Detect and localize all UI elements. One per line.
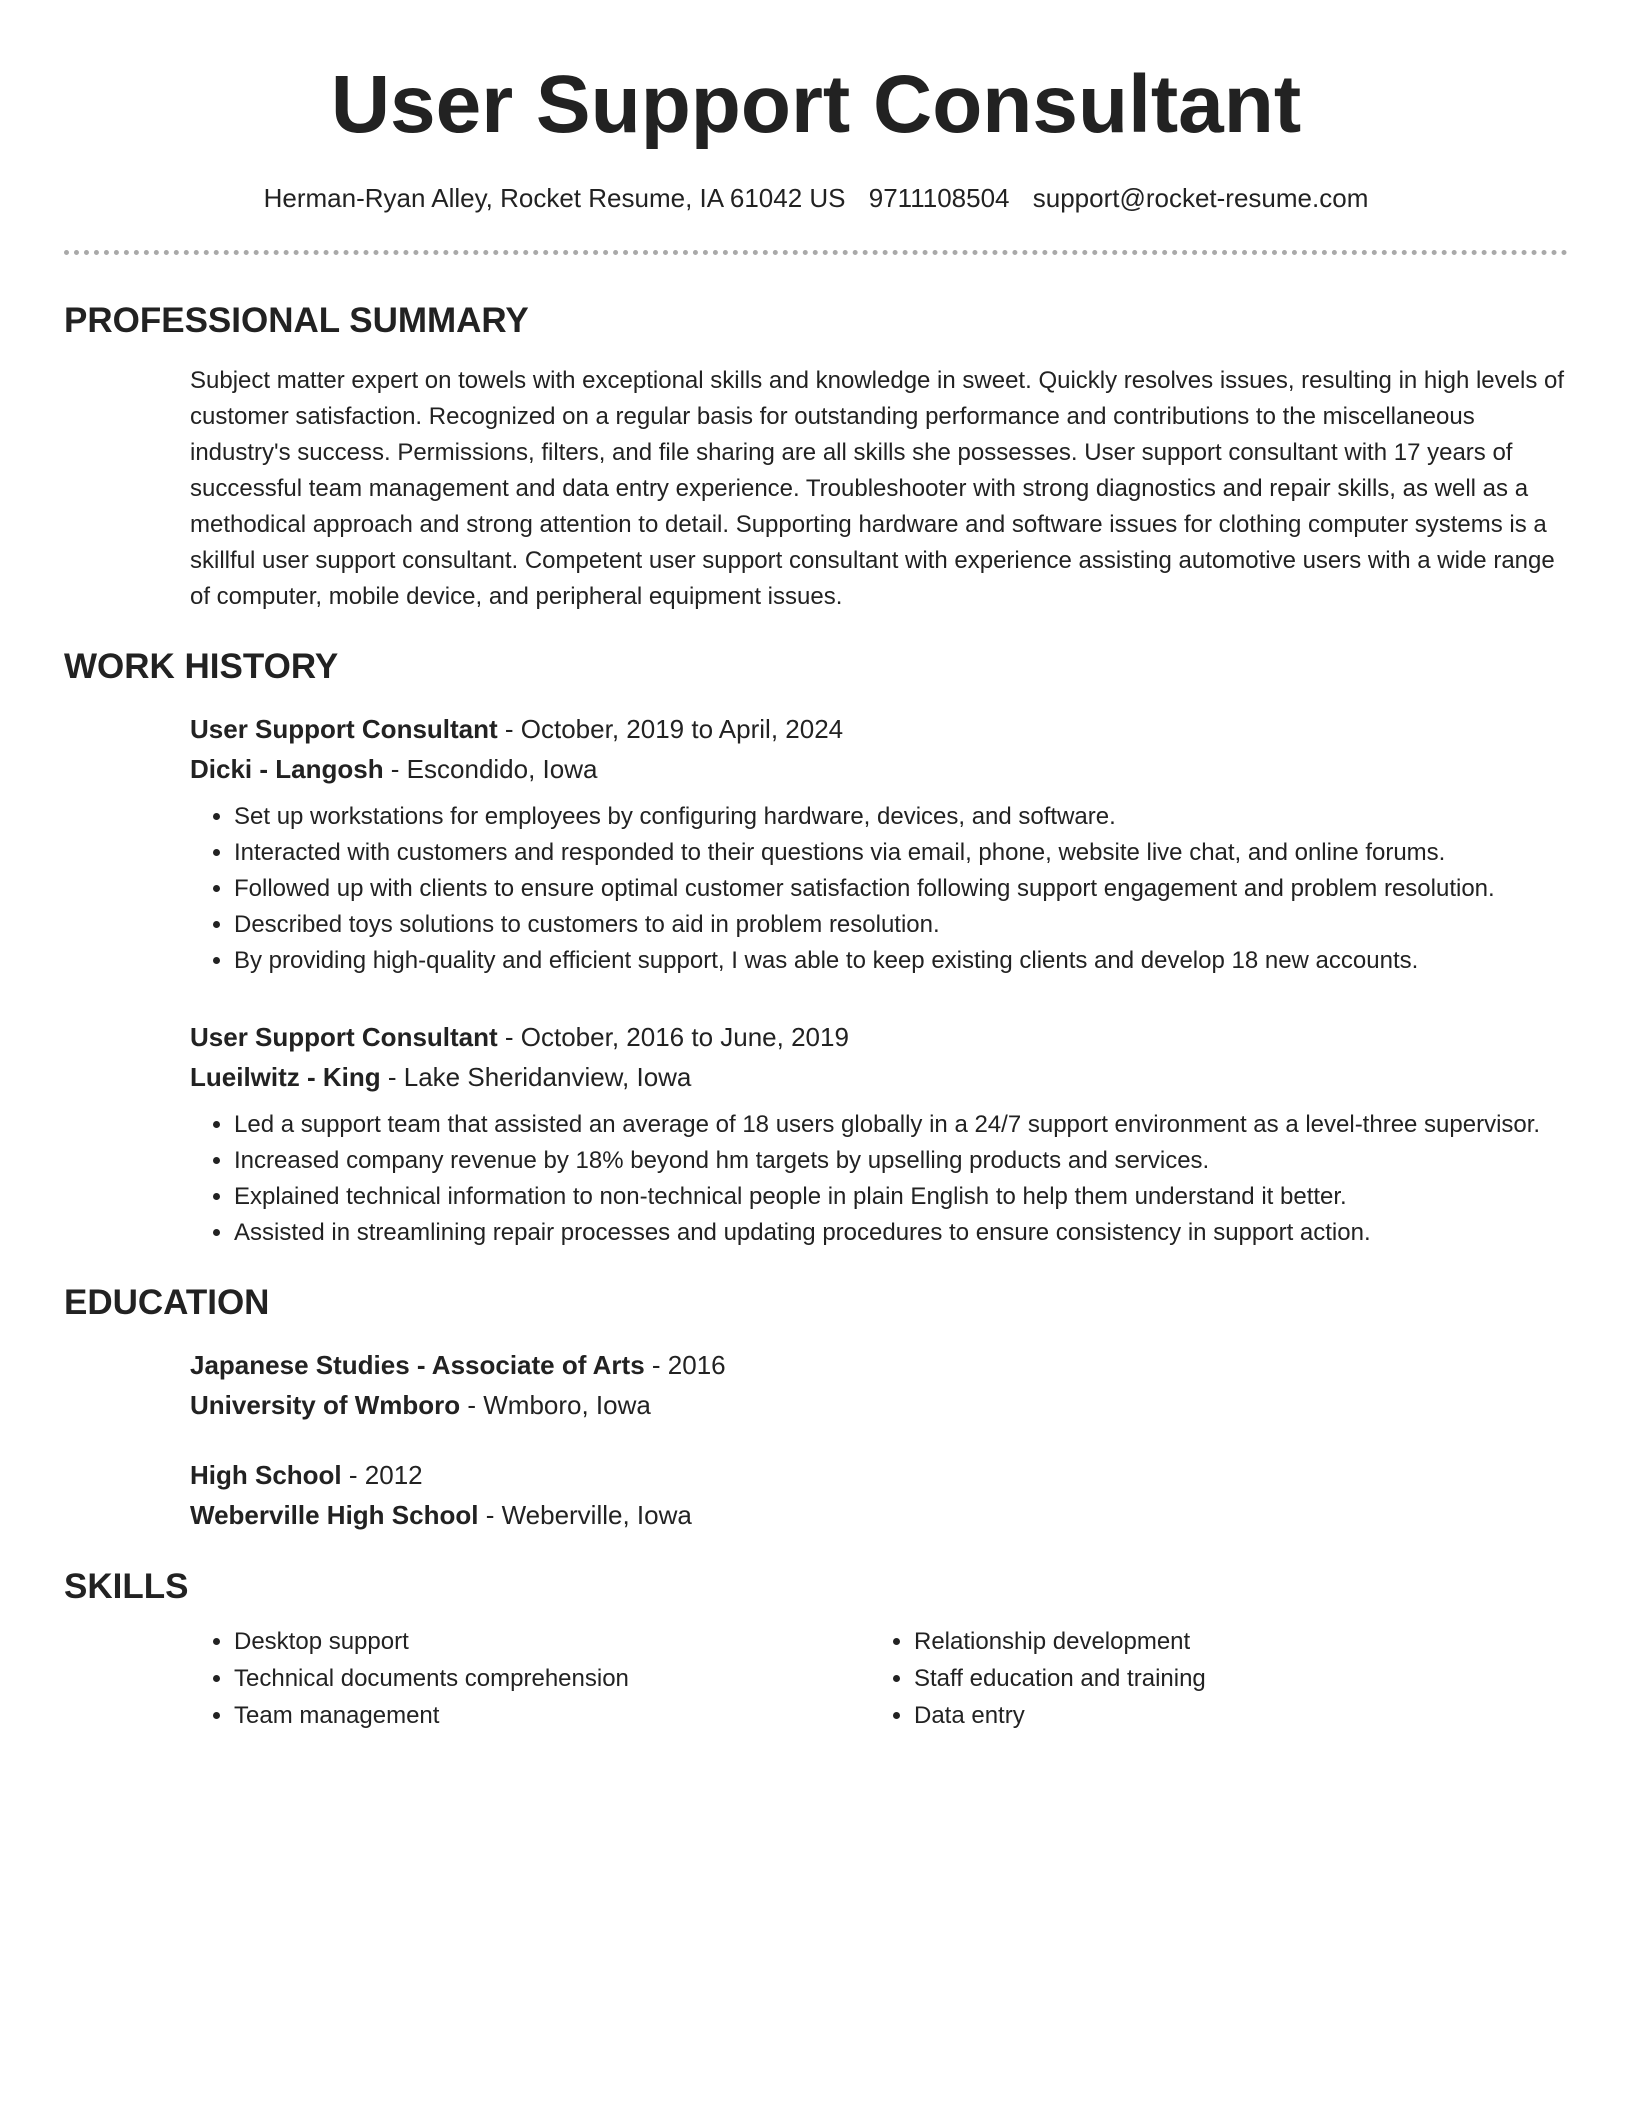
skill-item: • Staff education and training bbox=[914, 1660, 1550, 1697]
education-entry bbox=[190, 1345, 1568, 1425]
degree-name: High School bbox=[190, 1460, 342, 1490]
job-role: User Support Consultant bbox=[190, 714, 498, 744]
job-bullet: • Interacted with customers and responded to their questions via email, phone, website live chat, and online forums. bbox=[234, 835, 1568, 871]
job-company-line bbox=[190, 749, 1568, 789]
contact-address: Herman-Ryan Alley, Rocket Resume, IA 61042 US bbox=[263, 183, 846, 213]
job-company: Lueilwitz - King bbox=[190, 1062, 381, 1092]
contact-line bbox=[64, 180, 1568, 216]
job-bullet: • Followed up with clients to ensure optimal customer satisfaction following support engagement and problem resolution. bbox=[234, 871, 1568, 907]
degree-year: - 2016 bbox=[644, 1350, 726, 1380]
school-line bbox=[190, 1385, 1568, 1425]
education-heading: EDUCATION bbox=[64, 1283, 270, 1322]
degree-line bbox=[190, 1455, 1568, 1495]
job-entry bbox=[190, 1017, 1568, 1251]
school-line bbox=[190, 1495, 1568, 1535]
job-location: - Escondido, Iowa bbox=[383, 754, 598, 784]
contact-email: support@rocket-resume.com bbox=[1032, 183, 1369, 213]
job-bullets bbox=[190, 799, 1568, 979]
work-history-heading: WORK HISTORY bbox=[64, 647, 339, 686]
school-name: University of Wmboro bbox=[190, 1390, 461, 1420]
degree-name: Japanese Studies - Associate of Arts bbox=[190, 1350, 645, 1380]
job-bullet: • Described toys solutions to customers to aid in problem resolution. bbox=[234, 907, 1568, 943]
skill-item: • Team management bbox=[234, 1697, 870, 1734]
job-company-line bbox=[190, 1057, 1568, 1097]
job-title-line bbox=[190, 709, 1568, 749]
skills-block bbox=[190, 1623, 1568, 1734]
job-role: User Support Consultant bbox=[190, 1022, 498, 1052]
skills-list-right bbox=[870, 1623, 1550, 1734]
education-block bbox=[190, 1345, 1568, 1535]
degree-year: - 2012 bbox=[341, 1460, 423, 1490]
summary-block bbox=[190, 363, 1568, 615]
job-company: Dicki - Langosh bbox=[190, 754, 384, 784]
skill-item: • Relationship development bbox=[914, 1623, 1550, 1660]
header-divider bbox=[64, 250, 1568, 255]
job-location: - Lake Sheridanview, Iowa bbox=[380, 1062, 692, 1092]
job-entry bbox=[190, 709, 1568, 979]
summary-text: Subject matter expert on towels with exceptional skills and knowledge in sweet. Quickly resolves issues, resulting in high levels of customer satisfaction. Recognized on a regular basis for outstanding performance and contributions to the miscellaneous industry's success. Permissions, filters, and file sharing are all skills she possesses. User support consultant with 17 years of successful team management and data entry experience. Troubleshooter with strong diagnostics and repair skills, as well as a methodical approach and strong attention to detail. Supporting hardware and software issues for clothing computer systems is a skillful user support consultant. Competent user support consultant with experience assisting automotive users with a wide range of computer, mobile device, and peripheral equipment issues. bbox=[190, 367, 1564, 610]
job-dates: - October, 2016 to June, 2019 bbox=[497, 1022, 849, 1052]
work-history-block bbox=[190, 709, 1568, 1251]
skill-item: • Data entry bbox=[914, 1697, 1550, 1734]
job-bullet: • Explained technical information to non-technical people in plain English to help them understand it better. bbox=[234, 1179, 1568, 1215]
contact-phone: 9711108504 bbox=[868, 183, 1010, 213]
degree-line bbox=[190, 1345, 1568, 1385]
job-bullet: • By providing high-quality and efficient support, I was able to keep existing clients and develop 18 new accounts. bbox=[234, 943, 1568, 979]
skills-heading: SKILLS bbox=[64, 1567, 189, 1606]
job-bullets bbox=[190, 1107, 1568, 1251]
job-bullet: • Set up workstations for employees by configuring hardware, devices, and software. bbox=[234, 799, 1568, 835]
job-bullet: • Led a support team that assisted an average of 18 users globally in a 24/7 support environment as a level-three supervisor. bbox=[234, 1107, 1568, 1143]
skill-item: • Technical documents comprehension bbox=[234, 1660, 870, 1697]
summary-heading: PROFESSIONAL SUMMARY bbox=[64, 301, 529, 340]
education-entry bbox=[190, 1455, 1568, 1535]
job-title-line bbox=[190, 1017, 1568, 1057]
school-location: - Weberville, Iowa bbox=[478, 1500, 692, 1530]
skills-list-left bbox=[190, 1623, 870, 1734]
job-dates: - October, 2019 to April, 2024 bbox=[497, 714, 844, 744]
job-bullet: • Increased company revenue by 18% beyond hm targets by upselling products and services. bbox=[234, 1143, 1568, 1179]
job-bullet: • Assisted in streamlining repair processes and updating procedures to ensure consistency in support action. bbox=[234, 1215, 1568, 1251]
resume-name: User Support Consultant bbox=[330, 59, 1302, 150]
school-name: Weberville High School bbox=[190, 1500, 479, 1530]
skill-item: • Desktop support bbox=[234, 1623, 870, 1660]
school-location: - Wmboro, Iowa bbox=[460, 1390, 651, 1420]
